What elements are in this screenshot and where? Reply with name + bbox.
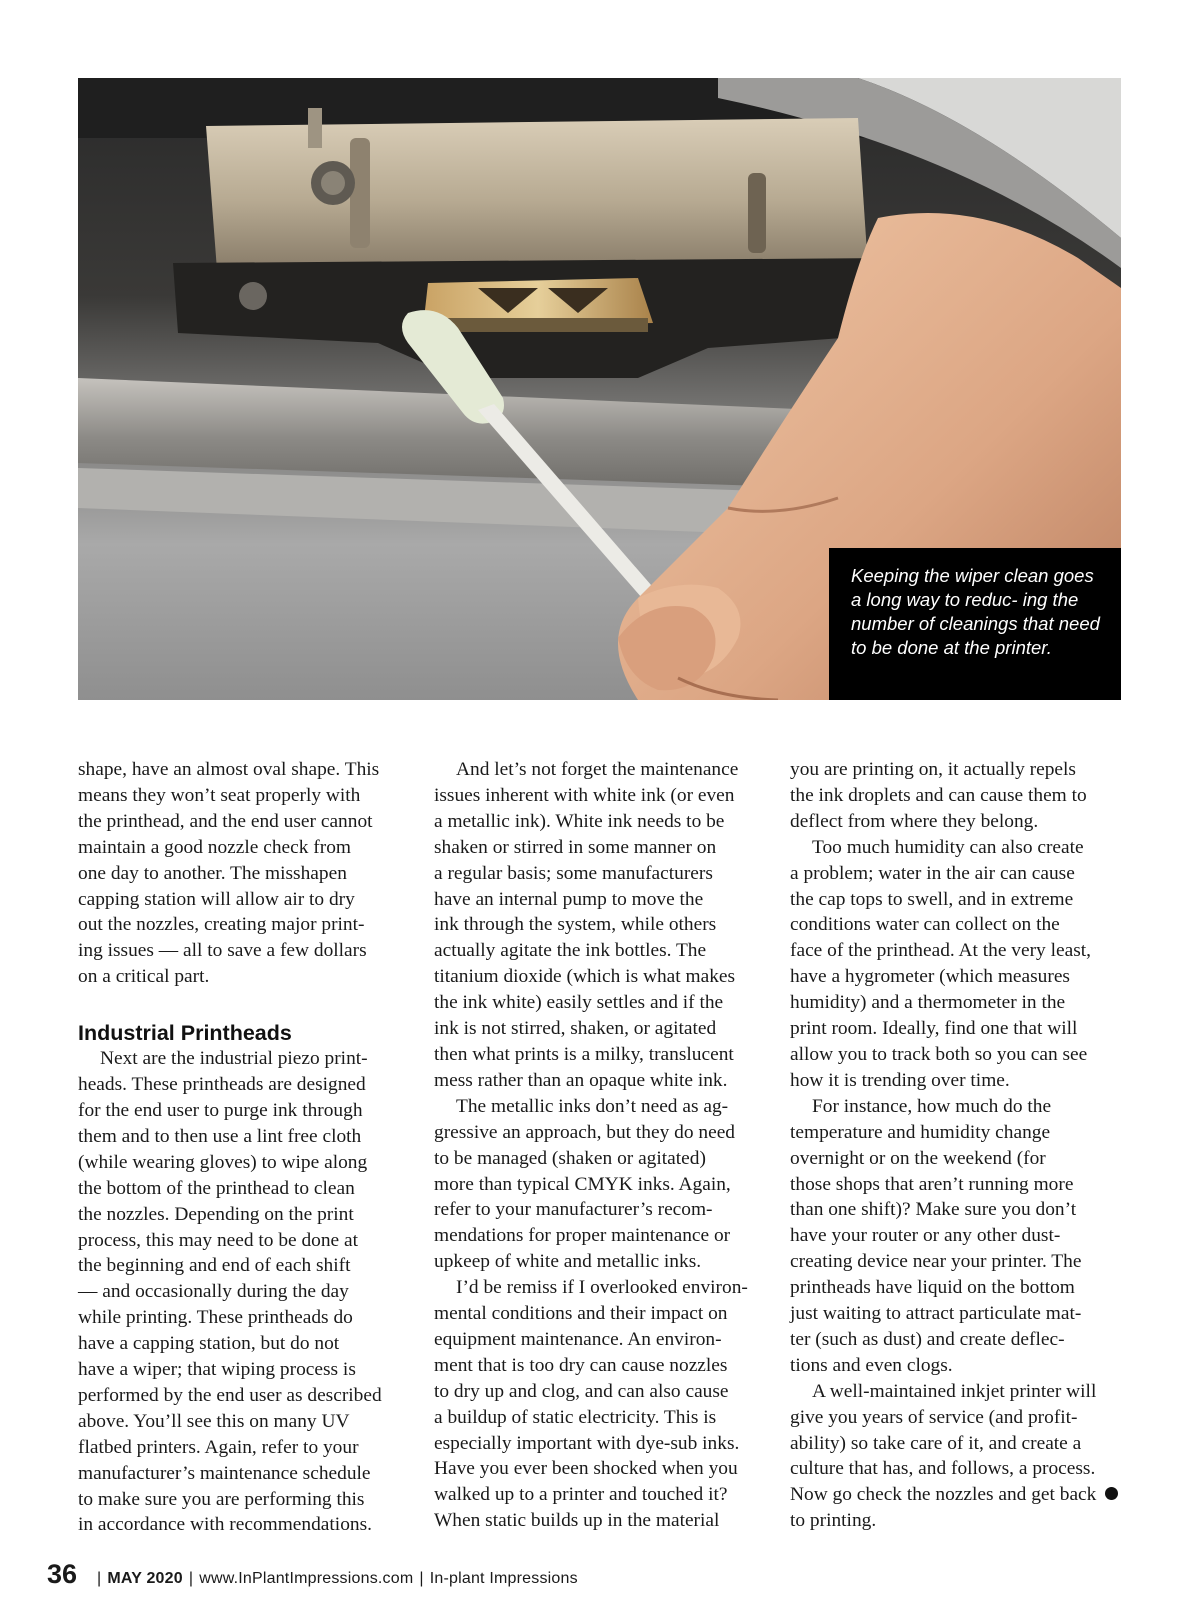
- issue-date: MAY 2020: [107, 1570, 183, 1587]
- page-number: 36: [47, 1559, 78, 1589]
- paragraph: The metallic inks don’t need as ag- gressive an approach, but they do need to be managed (shaken or agitated) more than typical CMYK inks. Again, refer to your manufacturer’s recom- mendations for proper maintenance or upkeep of white and metallic inks.: [434, 1095, 735, 1273]
- end-of-article-bullet-icon: [1105, 1487, 1118, 1500]
- page-footer: [47, 1559, 578, 1593]
- paragraph: For instance, how much do the temperature and humidity change overnight or on the weekend (for those shops that aren’t running more than one shift)? Make sure you don’t have your router or any other dust- creating device near your printer. The printheads have liquid on the bottom just waiting to attract particulate mat- ter (such as dust) and create deflec- tions and even clogs.: [790, 1095, 1082, 1376]
- paragraph: Too much humidity can also create a problem; water in the air can cause the cap tops to swell, and in extreme conditions water can collect on the face of the printhead. At the very least, have a hygrometer (which measures humidity) and a thermometer in the print room. Ideally, find one that will allow you to track both so you can see how it is trending over time.: [790, 836, 1091, 1091]
- section-heading: Industrial Printheads: [78, 1021, 292, 1046]
- article-column-3: [790, 757, 1122, 1534]
- footer-separator: |: [419, 1570, 424, 1587]
- paragraph: A well-maintained inkjet printer will give you years of service (and profit- ability) so take care of it, and create a culture that has, and follows, a process. Now go check the nozzles and get back to printing.: [790, 1380, 1097, 1532]
- paragraph: you are printing on, it actually repels the ink droplets and can cause them to deflect from where they belong.: [790, 759, 1087, 832]
- paragraph: Next are the industrial piezo print- heads. These printheads are designed for the end user to purge ink through them and to then use a lint free cloth (while wearing gloves) to wipe along the bottom of the printhead to clean the nozzles. Depending on the print process, this may need to be done at the beginning and end of each shift — and occasionally during the day while printing. These printheads do have a capping station, but do not have a wiper; that wiping process is performed by the end user as described above. You’ll see this on many UV flatbed printers. Again, refer to your manufacturer’s maintenance schedule to make sure you are performing this in accordance with recommendations.: [78, 1048, 382, 1536]
- website-link[interactable]: www.InPlantImpressions.com: [199, 1570, 414, 1587]
- publication-name: In-plant Impressions: [429, 1570, 578, 1587]
- footer-separator: |: [97, 1570, 102, 1587]
- paragraph: And let’s not forget the maintenance issues inherent with white ink (or even a metallic ink). White ink needs to be shaken or stirred in some manner on a regular basis; some manufacturers have an internal pump to move the ink through the system, while others actually agitate the ink bottles. The titanium dioxide (which is what makes the ink white) easily settles and if the ink is not stirred, shaken, or agitated then what prints is a milky, translucent mess rather than an opaque white ink.: [434, 759, 739, 1091]
- article-column-2: [434, 757, 764, 1534]
- paragraph: shape, have an almost oval shape. This means they won’t seat properly with the printhead, and the end user cannot maintain a good nozzle check from one day to another. The misshapen capping station will allow air to dry out the nozzles, creating major print- ing issues — all to save a few dollars on a critical part.: [78, 759, 380, 988]
- photo-caption: Keeping the wiper clean goes a long way to reduc- ing the number of cleanings that need to be done at the printer.: [829, 548, 1121, 700]
- article-column-1: [78, 757, 410, 1538]
- footer-line: [91, 1570, 578, 1588]
- article-photo: [78, 78, 1121, 700]
- footer-separator: |: [188, 1570, 194, 1587]
- paragraph: I’d be remiss if I overlooked environ- mental conditions and their impact on equipment maintenance. An environ- ment that is too dry can cause nozzles to dry up and clog, and can also cause a buildup of static electricity. This is especially important with dye-sub inks. Have you ever been shocked when you walked up to a printer and touched it? When static builds up in the material: [434, 1277, 748, 1532]
